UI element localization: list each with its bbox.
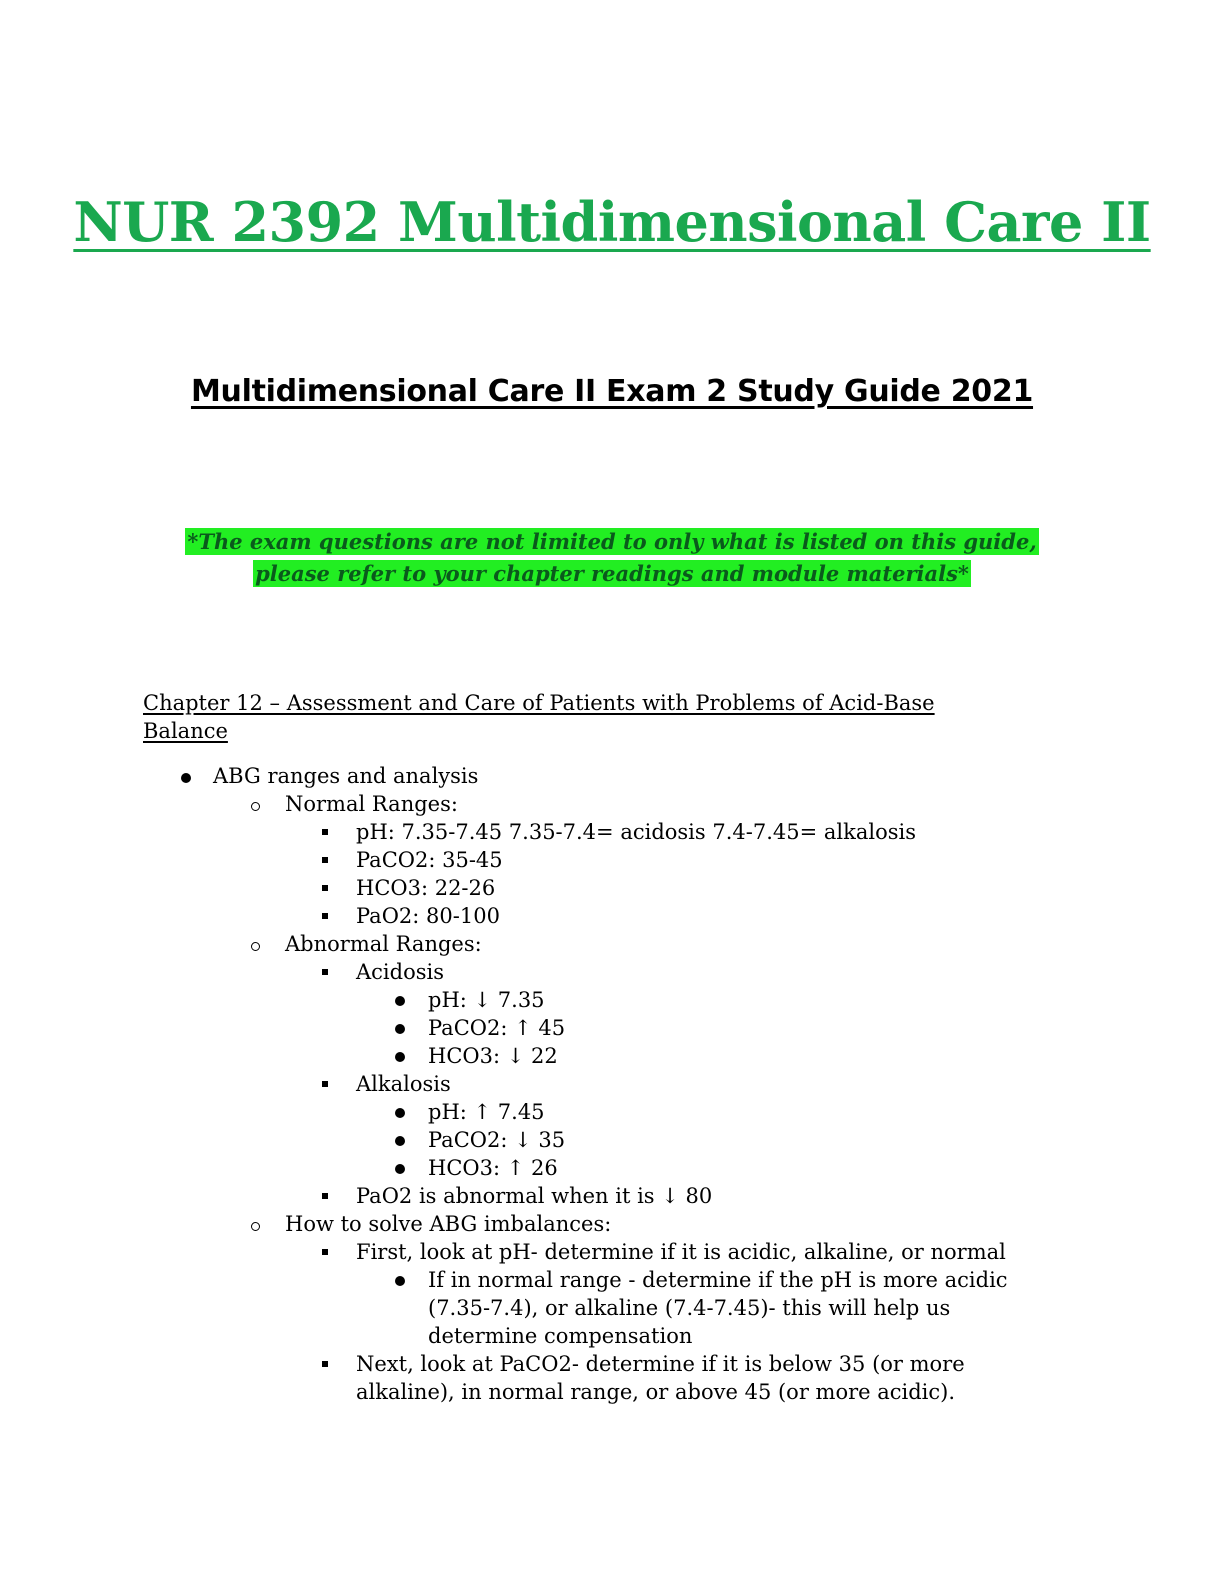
list-item-continued: (7.35-7.4), or alkaline (7.4-7.45)- this will help us [428, 1296, 951, 1320]
list-item: pH: ↓ 7.35 [428, 988, 545, 1012]
bullet-square-icon [322, 829, 328, 835]
list-item: Abnormal Ranges: [285, 932, 482, 956]
list-item: PaO2: 80-100 [356, 904, 500, 928]
bullet-square-icon [322, 885, 328, 891]
bullet-dot-icon [395, 1164, 405, 1174]
bullet-dot-icon [395, 996, 405, 1006]
bullet-square-icon [322, 1249, 328, 1255]
bullet-dot-icon [181, 773, 191, 783]
bullet-square-icon [322, 857, 328, 863]
list-item: HCO3: 22-26 [356, 876, 496, 900]
bullet-circle-icon [251, 942, 260, 951]
list-item: How to solve ABG imbalances: [285, 1212, 612, 1236]
list-item: PaO2 is abnormal when it is ↓ 80 [356, 1184, 713, 1208]
bullet-square-icon [322, 1081, 328, 1087]
bullet-square-icon [322, 969, 328, 975]
course-title-text: NUR 2392 Multidimensional Care II [73, 190, 1151, 254]
guide-title [0, 374, 1224, 409]
list-item: Normal Ranges: [285, 792, 458, 816]
bullet-square-icon [322, 1193, 328, 1199]
bullet-square-icon [322, 1361, 328, 1367]
list-item: HCO3: ↓ 22 [428, 1044, 558, 1068]
bullet-dot-icon [395, 1024, 405, 1034]
list-item: ABG ranges and analysis [213, 764, 479, 788]
bullet-dot-icon [395, 1136, 405, 1146]
exam-notice [0, 526, 1224, 590]
chapter-heading [143, 689, 1043, 745]
bullet-dot-icon [395, 1052, 405, 1062]
course-title [0, 190, 1224, 254]
chapter-heading-line-1: Chapter 12 – Assessment and Care of Patients with Problems of Acid-Base [143, 691, 935, 715]
list-item: pH: ↑ 7.45 [428, 1100, 545, 1124]
list-item: PaCO2: ↑ 45 [428, 1016, 566, 1040]
list-item-continued: determine compensation [428, 1324, 693, 1348]
bullet-dot-icon [395, 1276, 405, 1286]
notice-line-2: please refer to your chapter readings and module materials* [255, 561, 969, 586]
list-item-continued: alkaline), in normal range, or above 45 (or more acidic). [356, 1380, 956, 1404]
list-item: PaCO2: 35-45 [356, 848, 503, 872]
notice-line-1: *The exam questions are not limited to only what is listed on this guide, [187, 529, 1037, 554]
list-item: PaCO2: ↓ 35 [428, 1128, 566, 1152]
guide-title-text: Multidimensional Care II Exam 2 Study Guide 2021 [190, 374, 1034, 409]
list-item: Alkalosis [356, 1072, 451, 1096]
list-item: Next, look at PaCO2- determine if it is below 35 (or more [356, 1352, 965, 1376]
bullet-dot-icon [395, 1108, 405, 1118]
bullet-square-icon [322, 913, 328, 919]
list-item: First, look at pH- determine if it is acidic, alkaline, or normal [356, 1240, 1006, 1264]
chapter-heading-line-2: Balance [143, 719, 228, 743]
bullet-circle-icon [251, 1222, 260, 1231]
list-item: If in normal range - determine if the pH is more acidic [428, 1268, 1008, 1292]
list-item: Acidosis [356, 960, 444, 984]
list-item: pH: 7.35-7.45 7.35-7.4= acidosis 7.4-7.45= alkalosis [356, 820, 916, 844]
list-item: HCO3: ↑ 26 [428, 1156, 558, 1180]
bullet-circle-icon [251, 802, 260, 811]
